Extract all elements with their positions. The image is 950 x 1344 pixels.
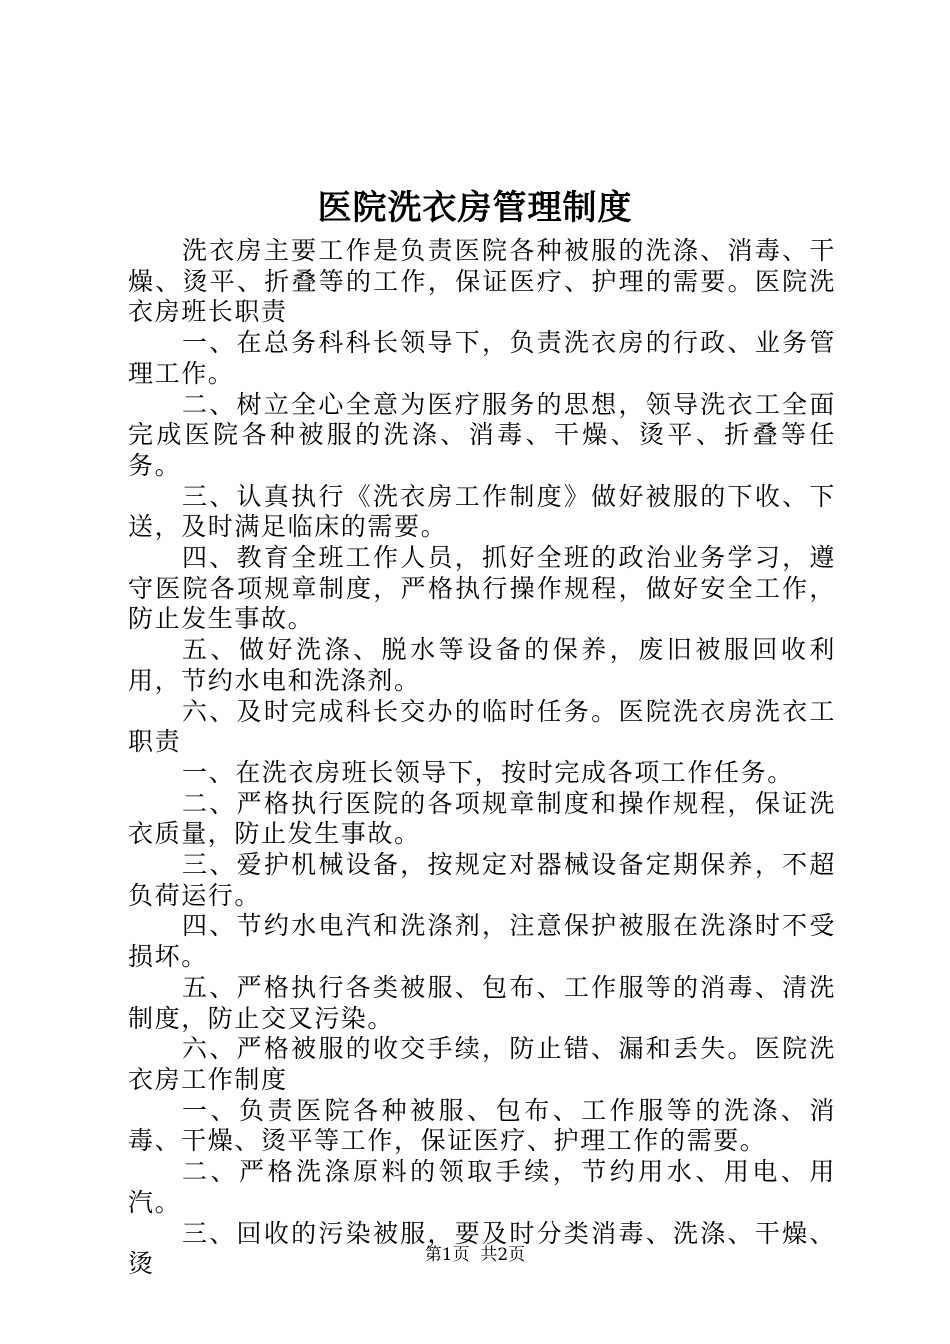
document-title: 医院洗衣房管理制度 bbox=[317, 188, 633, 228]
paragraph-intro: 洗衣房主要工作是负责医院各种被服的洗涤、消毒、干燥、烫平、折叠等的工作，保证医疗、护理的需要。医院洗衣房班长职责 bbox=[128, 236, 836, 327]
document-body bbox=[128, 236, 836, 1280]
paragraph: 一、在总务科科长领导下，负责洗衣房的行政、业务管理工作。 bbox=[128, 328, 836, 388]
paragraph: 二、严格洗涤原料的领取手续，节约用水、用电、用汽。 bbox=[128, 1157, 836, 1217]
paragraph: 三、爱护机械设备，按规定对器械设备定期保养，不超负荷运行。 bbox=[128, 850, 836, 910]
paragraph: 五、做好洗涤、脱水等设备的保养，废旧被服回收利用，节约水电和洗涤剂。 bbox=[128, 635, 836, 695]
paragraph: 一、在洗衣房班长领导下，按时完成各项工作任务。 bbox=[182, 757, 794, 787]
paragraph: 二、严格执行医院的各项规章制度和操作规程，保证洗衣质量，防止发生事故。 bbox=[128, 788, 836, 849]
paragraph: 六、及时完成科长交办的临时任务。医院洗衣房洗衣工职责 bbox=[128, 696, 836, 757]
paragraph: 四、教育全班工作人员，抓好全班的政治业务学习，遵守医院各项规章制度，严格执行操作规程，做好安全工作，防止发生事故。 bbox=[128, 543, 836, 634]
paragraph: 二、树立全心全意为医疗服务的思想，领导洗衣工全面完成医院各种被服的洗涤、消毒、干燥、烫平、折叠等任务。 bbox=[128, 389, 836, 480]
paragraph: 四、节约水电汽和洗涤剂，注意保护被服在洗涤时不受损坏。 bbox=[128, 911, 836, 972]
paragraph: 一、负责医院各种被服、包布、工作服等的洗涤、消毒、干燥、烫平等工作，保证医疗、护理工作的需要。 bbox=[128, 1095, 836, 1156]
page-number-footer: 第1页 共2页 bbox=[424, 1245, 526, 1265]
paragraph: 三、回收的污染被服，要及时分类消毒、洗涤、干燥、烫 bbox=[128, 1218, 836, 1279]
paragraph: 五、严格执行各类被服、包布、工作服等的消毒、清洗制度，防止交叉污染。 bbox=[128, 972, 836, 1033]
paragraph: 三、认真执行《洗衣房工作制度》做好被服的下收、下送，及时满足临床的需要。 bbox=[128, 481, 836, 542]
paragraph: 六、严格被服的收交手续，防止错、漏和丢失。医院洗衣房工作制度 bbox=[128, 1034, 836, 1094]
